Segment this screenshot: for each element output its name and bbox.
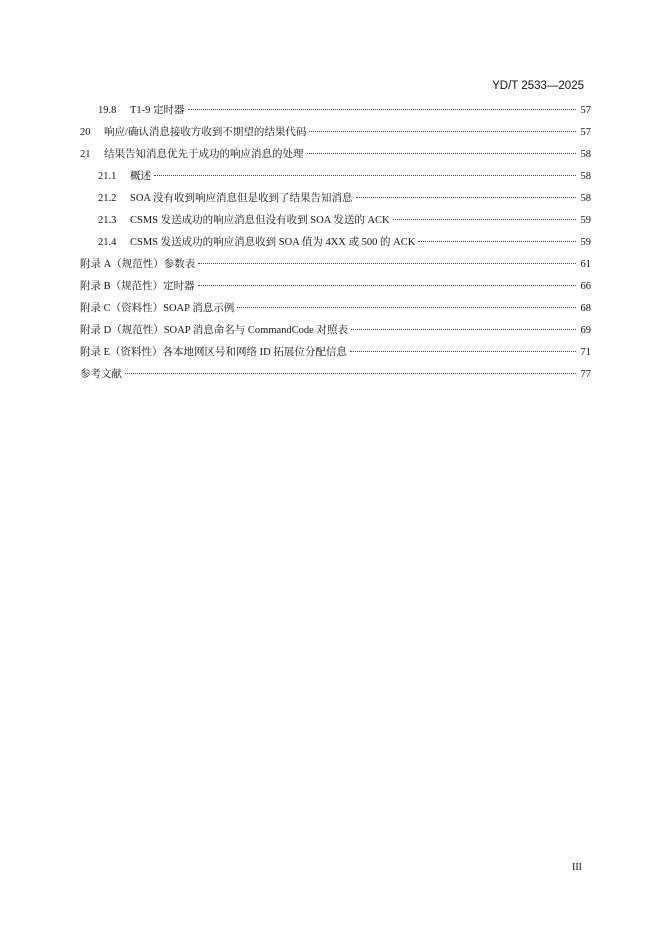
toc-entry-title: 附录 E（资料性）各本地网区号和网络 ID 拓展位分配信息 bbox=[80, 347, 347, 358]
toc-leader-dots bbox=[154, 174, 576, 176]
toc-entry[interactable] bbox=[80, 254, 591, 276]
toc-entry-title: 参考文献 bbox=[80, 369, 122, 380]
toc-entry-title: 附录 C（资料性）SOAP 消息示例 bbox=[80, 303, 235, 314]
toc-entry[interactable] bbox=[80, 100, 591, 122]
toc-entry-number: 21.1 bbox=[98, 171, 117, 182]
toc-entry[interactable] bbox=[80, 276, 591, 298]
toc-entry-title: CSMS 发送成功的响应消息收到 SOA 值为 4XX 或 500 的 ACK bbox=[130, 237, 416, 248]
toc-entry[interactable] bbox=[80, 166, 591, 188]
toc-leader-dots bbox=[237, 306, 576, 308]
toc-entry[interactable] bbox=[80, 144, 591, 166]
toc-entry-page: 71 bbox=[580, 347, 591, 358]
toc-entry-title: T1-9 定时器 bbox=[130, 105, 185, 116]
toc-entry-title: 结果告知消息优先于成功的响应消息的处理 bbox=[104, 149, 304, 160]
toc-entry[interactable] bbox=[80, 210, 591, 232]
toc-entry[interactable] bbox=[80, 364, 591, 386]
toc-leader-dots bbox=[350, 350, 576, 352]
toc-entry-title: 附录 D（规范性）SOAP 消息命名与 CommandCode 对照表 bbox=[80, 325, 348, 336]
toc-entry[interactable] bbox=[80, 122, 591, 144]
toc-entry[interactable] bbox=[80, 298, 591, 320]
toc-entry[interactable] bbox=[80, 320, 591, 342]
toc-entry-page: 66 bbox=[580, 281, 591, 292]
toc-entry-page: 57 bbox=[580, 105, 591, 116]
page-number: III bbox=[572, 862, 582, 873]
toc-entry[interactable] bbox=[80, 188, 591, 210]
toc-entry-number: 19.8 bbox=[98, 105, 117, 116]
toc-leader-dots bbox=[393, 218, 576, 220]
toc-entry-number: 21 bbox=[80, 149, 91, 160]
toc-leader-dots bbox=[188, 108, 576, 110]
toc-entry-page: 58 bbox=[580, 171, 591, 182]
toc-entry-number: 21.2 bbox=[98, 193, 117, 204]
toc-entry-page: 59 bbox=[580, 237, 591, 248]
toc-entry-page: 59 bbox=[580, 215, 591, 226]
toc-entry-page: 58 bbox=[580, 149, 591, 160]
toc-entry[interactable] bbox=[80, 232, 591, 254]
toc-entry-title: 附录 A（规范性）参数表 bbox=[80, 259, 196, 270]
toc-leader-dots bbox=[125, 372, 576, 374]
toc-leader-dots bbox=[351, 328, 576, 330]
toc-entry-title: SOA 没有收到响应消息但是收到了结果告知消息 bbox=[130, 193, 353, 204]
toc-entry-title: 附录 B（规范性）定时器 bbox=[80, 281, 195, 292]
toc-leader-dots bbox=[309, 130, 576, 132]
toc-entry[interactable] bbox=[80, 342, 591, 364]
toc-entry-number: 21.3 bbox=[98, 215, 117, 226]
toc-entry-page: 58 bbox=[580, 193, 591, 204]
toc-entry-page: 57 bbox=[580, 127, 591, 138]
table-of-contents bbox=[80, 100, 591, 386]
toc-entry-page: 69 bbox=[580, 325, 591, 336]
toc-entry-page: 61 bbox=[580, 259, 591, 270]
toc-leader-dots bbox=[356, 196, 576, 198]
toc-entry-title: 概述 bbox=[130, 171, 151, 182]
toc-leader-dots bbox=[198, 262, 576, 264]
toc-entry-page: 68 bbox=[580, 303, 591, 314]
toc-entry-number: 21.4 bbox=[98, 237, 117, 248]
document-code: YD/T 2533—2025 bbox=[492, 80, 584, 92]
toc-entry-title: CSMS 发送成功的响应消息但没有收到 SOA 发送的 ACK bbox=[130, 215, 390, 226]
toc-entry-number: 20 bbox=[80, 127, 91, 138]
toc-leader-dots bbox=[418, 240, 576, 242]
toc-leader-dots bbox=[198, 284, 576, 286]
toc-entry-page: 77 bbox=[580, 369, 591, 380]
toc-entry-title: 响应/确认消息接收方收到不期望的结果代码 bbox=[104, 127, 307, 138]
toc-leader-dots bbox=[307, 152, 577, 154]
